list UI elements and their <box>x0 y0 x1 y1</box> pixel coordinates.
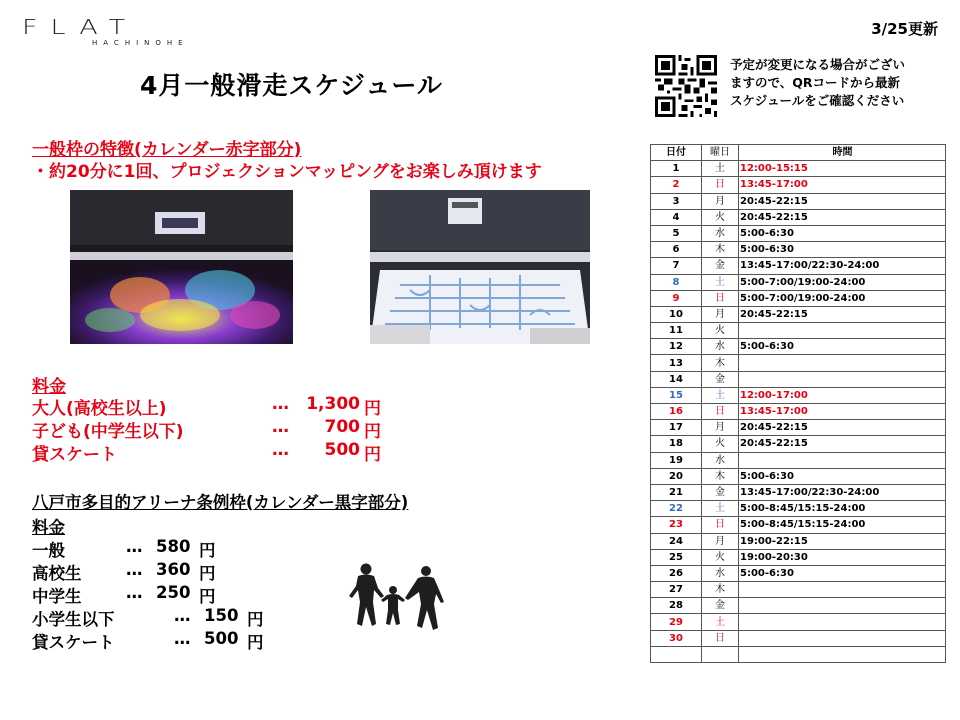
cell-day-of-week: 金 <box>702 598 739 614</box>
cell-date: 23 <box>651 517 702 533</box>
table-row <box>651 387 946 403</box>
fee-price-skate-rental: 500 <box>324 440 360 460</box>
cell-time: 20:45-22:15 <box>739 306 946 322</box>
cell-time: 19:00-20:30 <box>739 549 946 565</box>
rink-photo-maze-projection <box>370 190 590 344</box>
cell-date: 29 <box>651 614 702 630</box>
table-row <box>651 598 946 614</box>
projection-mapping-description: ・約20分に1回、プロジェクションマッピングをお楽しみ頂けます <box>32 162 542 182</box>
cell-time: 5:00-8:45/15:15-24:00 <box>739 517 946 533</box>
cell-time: 5:00-8:45/15:15-24:00 <box>739 501 946 517</box>
cell-date: 21 <box>651 484 702 500</box>
cell-day-of-week: 日 <box>702 404 739 420</box>
cell-time <box>739 582 946 598</box>
fee-unit: 円 <box>199 564 216 583</box>
cell-day-of-week: 木 <box>702 582 739 598</box>
cell-day-of-week: 月 <box>702 533 739 549</box>
cell-time: 13:45-17:00 <box>739 404 946 420</box>
cell-date: 8 <box>651 274 702 290</box>
ordinance-fee-price-elementary: 150 <box>204 606 239 625</box>
general-session-features-title: 一般枠の特徴(カレンダー赤字部分) <box>32 140 302 160</box>
table-row <box>651 436 946 452</box>
cell-time: 20:45-22:15 <box>739 193 946 209</box>
cell-time: 5:00-7:00/19:00-24:00 <box>739 290 946 306</box>
ordinance-fee-title: 料金 <box>32 518 65 537</box>
fee-unit: 円 <box>247 610 264 629</box>
table-row <box>651 646 946 662</box>
table-row <box>651 209 946 225</box>
table-row <box>651 533 946 549</box>
cell-day-of-week: 土 <box>702 161 739 177</box>
cell-day-of-week: 木 <box>702 242 739 258</box>
cell-time: 20:45-22:15 <box>739 209 946 225</box>
cell-time: 5:00-6:30 <box>739 339 946 355</box>
cell-day-of-week: 水 <box>702 339 739 355</box>
cell-time <box>739 371 946 387</box>
table-row <box>651 582 946 598</box>
cell-day-of-week: 木 <box>702 355 739 371</box>
fee-dots: … <box>126 537 143 556</box>
cell-time: 13:45-17:00/22:30-24:00 <box>739 484 946 500</box>
cell-time: 5:00-6:30 <box>739 242 946 258</box>
cell-date: 11 <box>651 323 702 339</box>
cell-date: 22 <box>651 501 702 517</box>
cell-date: 12 <box>651 339 702 355</box>
cell-time: 20:45-22:15 <box>739 420 946 436</box>
cell-date: 28 <box>651 598 702 614</box>
table-row <box>651 371 946 387</box>
ordinance-fee-price-skate-rental: 500 <box>204 629 239 648</box>
ordinance-fee-label-general: 一般 <box>32 541 65 560</box>
fee-unit: 円 <box>364 445 381 465</box>
cell-date: 3 <box>651 193 702 209</box>
cell-day-of-week <box>702 646 739 662</box>
fee-dots: … <box>126 583 143 602</box>
table-row <box>651 177 946 193</box>
header-time: 時間 <box>739 145 946 161</box>
table-row <box>651 549 946 565</box>
cell-day-of-week: 水 <box>702 452 739 468</box>
cell-date: 5 <box>651 225 702 241</box>
logo-wordmark: FLAT <box>22 16 139 40</box>
fee-label-child: 子ども(中学生以下) <box>32 422 184 442</box>
cell-day-of-week: 月 <box>702 306 739 322</box>
table-row <box>651 274 946 290</box>
fee-label-skate-rental: 貸スケート <box>32 445 117 465</box>
fee-label-adult: 大人(高校生以上) <box>32 399 167 419</box>
rink-photo-colorful-projection <box>70 190 293 344</box>
table-row <box>651 161 946 177</box>
cell-date: 24 <box>651 533 702 549</box>
table-row <box>651 323 946 339</box>
ordinance-fee-label-highschool: 高校生 <box>32 564 82 583</box>
cell-day-of-week: 土 <box>702 501 739 517</box>
skating-family-silhouette <box>348 562 448 634</box>
qr-code-icon[interactable] <box>655 55 717 117</box>
notice-line: ますので、QRコードから最新 <box>730 75 901 90</box>
cell-day-of-week: 火 <box>702 209 739 225</box>
cell-date: 10 <box>651 306 702 322</box>
fee-dots: … <box>174 606 191 625</box>
table-row <box>651 484 946 500</box>
update-date: 3/25更新 <box>871 20 938 38</box>
cell-date: 30 <box>651 630 702 646</box>
fee-dots: … <box>272 417 289 437</box>
cell-day-of-week: 土 <box>702 614 739 630</box>
cell-date: 17 <box>651 420 702 436</box>
cell-time: 5:00-6:30 <box>739 468 946 484</box>
cell-date: 13 <box>651 355 702 371</box>
cell-time <box>739 323 946 339</box>
cell-day-of-week: 金 <box>702 258 739 274</box>
cell-time <box>739 630 946 646</box>
cell-day-of-week: 金 <box>702 484 739 500</box>
cell-time <box>739 614 946 630</box>
cell-time: 5:00-7:00/19:00-24:00 <box>739 274 946 290</box>
cell-date: 18 <box>651 436 702 452</box>
flat-hachinohe-logo <box>22 18 214 48</box>
cell-date: 26 <box>651 565 702 581</box>
cell-day-of-week: 火 <box>702 323 739 339</box>
cell-time: 12:00-15:15 <box>739 161 946 177</box>
cell-day-of-week: 水 <box>702 565 739 581</box>
cell-day-of-week: 日 <box>702 517 739 533</box>
fee-price-child: 700 <box>324 417 360 437</box>
table-row <box>651 258 946 274</box>
notice-line: スケジュールをご確認ください <box>730 93 905 108</box>
table-row <box>651 290 946 306</box>
table-row <box>651 242 946 258</box>
table-row <box>651 193 946 209</box>
cell-day-of-week: 土 <box>702 274 739 290</box>
cell-date: 20 <box>651 468 702 484</box>
cell-date: 27 <box>651 582 702 598</box>
table-row <box>651 404 946 420</box>
fee-unit: 円 <box>364 422 381 442</box>
fee-dots: … <box>174 629 191 648</box>
ordinance-fee-price-highschool: 360 <box>156 560 191 579</box>
cell-date: 15 <box>651 387 702 403</box>
cell-date: 6 <box>651 242 702 258</box>
cell-date: 16 <box>651 404 702 420</box>
ordinance-section-title: 八戸市多目的アリーナ条例枠(カレンダー黒字部分) <box>32 493 409 512</box>
fee-unit: 円 <box>364 399 381 419</box>
cell-date: 9 <box>651 290 702 306</box>
cell-date: 4 <box>651 209 702 225</box>
cell-date: 14 <box>651 371 702 387</box>
table-row <box>651 565 946 581</box>
cell-time: 20:45-22:15 <box>739 436 946 452</box>
cell-day-of-week: 木 <box>702 468 739 484</box>
cell-time: 12:00-17:00 <box>739 387 946 403</box>
table-row <box>651 517 946 533</box>
cell-time <box>739 452 946 468</box>
table-row <box>651 225 946 241</box>
table-row <box>651 420 946 436</box>
cell-time: 13:45-17:00/22:30-24:00 <box>739 258 946 274</box>
fee-unit: 円 <box>199 541 216 560</box>
cell-day-of-week: 水 <box>702 225 739 241</box>
general-fee-title: 料金 <box>32 377 66 397</box>
table-row <box>651 452 946 468</box>
cell-day-of-week: 金 <box>702 371 739 387</box>
cell-day-of-week: 火 <box>702 436 739 452</box>
fee-price-adult: 1,300 <box>306 394 360 414</box>
ordinance-fee-label-middleschool: 中学生 <box>32 587 82 606</box>
cell-time <box>739 355 946 371</box>
table-row <box>651 630 946 646</box>
cell-day-of-week: 日 <box>702 290 739 306</box>
table-row <box>651 501 946 517</box>
cell-date: 2 <box>651 177 702 193</box>
table-row <box>651 355 946 371</box>
fee-dots: … <box>272 394 289 414</box>
page-title: 4月一般滑走スケジュール <box>140 71 443 100</box>
cell-date <box>651 646 702 662</box>
ordinance-fee-price-middleschool: 250 <box>156 583 191 602</box>
schedule-change-notice <box>730 56 945 110</box>
cell-time: 5:00-6:30 <box>739 225 946 241</box>
cell-time <box>739 598 946 614</box>
cell-day-of-week: 月 <box>702 193 739 209</box>
table-row <box>651 468 946 484</box>
cell-time <box>739 646 946 662</box>
table-row <box>651 306 946 322</box>
cell-day-of-week: 火 <box>702 549 739 565</box>
table-row <box>651 339 946 355</box>
cell-date: 19 <box>651 452 702 468</box>
fee-dots: … <box>126 560 143 579</box>
april-schedule-table <box>650 144 946 663</box>
header-date: 日付 <box>651 145 702 161</box>
ordinance-fee-label-elementary: 小学生以下 <box>32 610 115 629</box>
cell-day-of-week: 土 <box>702 387 739 403</box>
ordinance-fee-label-skate-rental: 貸スケート <box>32 633 115 652</box>
cell-time: 5:00-6:30 <box>739 565 946 581</box>
header-day-of-week: 曜日 <box>702 145 739 161</box>
cell-date: 7 <box>651 258 702 274</box>
cell-time: 19:00-22:15 <box>739 533 946 549</box>
ordinance-fee-price-general: 580 <box>156 537 191 556</box>
fee-unit: 円 <box>247 633 264 652</box>
cell-day-of-week: 日 <box>702 630 739 646</box>
cell-date: 25 <box>651 549 702 565</box>
cell-day-of-week: 日 <box>702 177 739 193</box>
fee-unit: 円 <box>199 587 216 606</box>
cell-day-of-week: 月 <box>702 420 739 436</box>
table-header-row <box>651 145 946 161</box>
fee-dots: … <box>272 440 289 460</box>
cell-date: 1 <box>651 161 702 177</box>
table-row <box>651 614 946 630</box>
cell-time: 13:45-17:00 <box>739 177 946 193</box>
notice-line: 予定が変更になる場合がござい <box>730 57 906 72</box>
logo-subtext: HACHINOHE <box>92 39 189 47</box>
